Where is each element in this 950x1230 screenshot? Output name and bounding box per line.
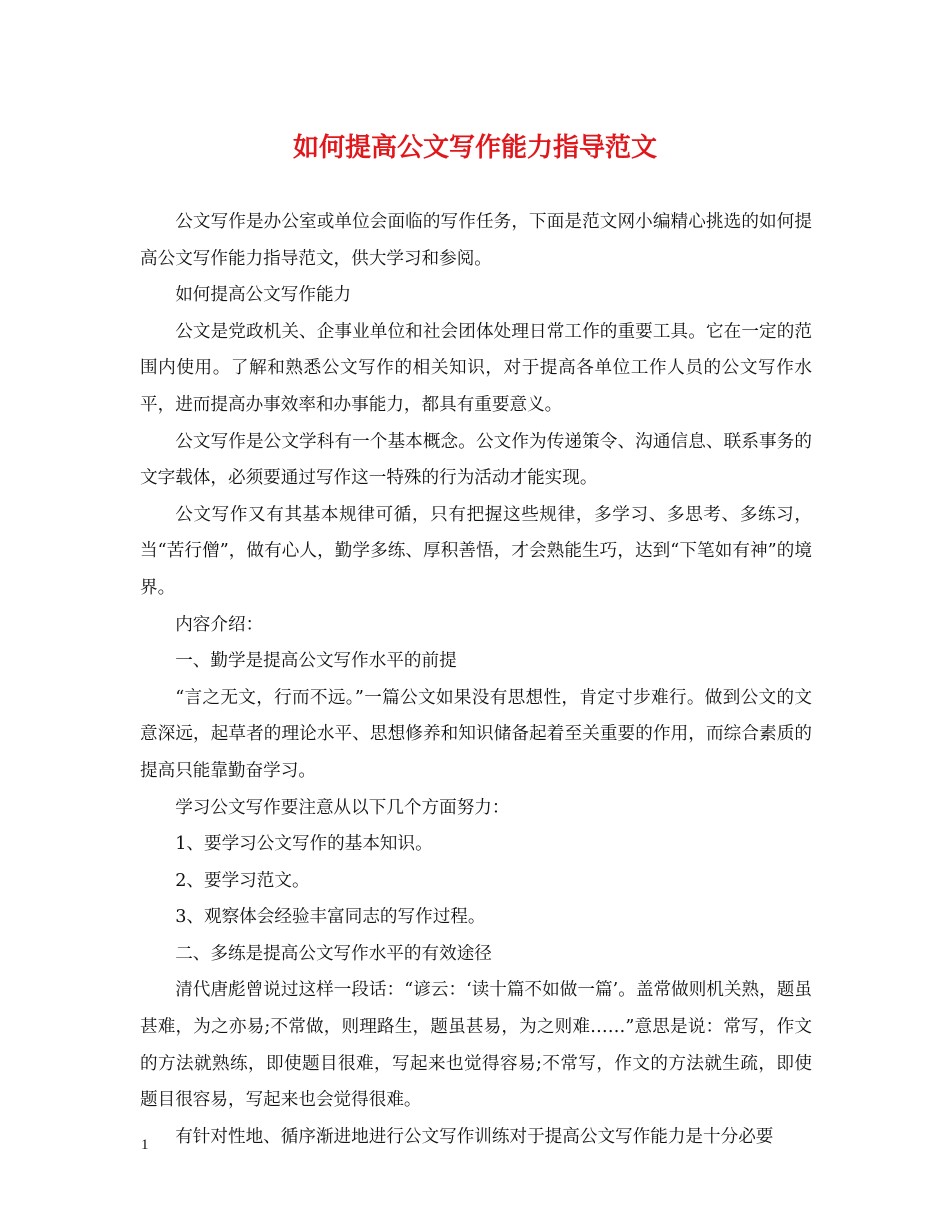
paragraph: 公文写作是公文学科有一个基本概念。公文作为传递策令、沟通信息、联系事务的文字载体，必须要通过写作这一特殊的行为活动才能实现。 xyxy=(140,431,812,489)
paragraph: 公文写作是办公室或单位会面临的写作任务，下面是范文网小编精心挑选的如何提高公文写作能力指导范文，供大学习和参阅。 xyxy=(140,212,812,269)
paragraph: 公文是党政机关、企事业单位和社会团体处理日常工作的重要工具。它在一定的范围内使用。了解和熟悉公文写作的相关知识，对于提高各单位工作人员的公文写作水平，进而提高办事效率和办事能力，都具有重要意义。 xyxy=(140,321,812,415)
list-item: 2、要学习范文。 xyxy=(175,870,310,891)
page-number: 1 xyxy=(141,1137,149,1153)
document-title: 如何提高公文写作能力指导范文 xyxy=(292,133,657,163)
list-item: 3、观察体会经验丰富同志的写作过程。 xyxy=(175,907,486,928)
paragraph: 有针对性地、循序渐进地进行公文写作训练对于提高公文写作能力是十分必要 xyxy=(175,1126,774,1147)
paragraph: 清代唐彪曾说过这样一段话：“谚云：‘读十篇不如做一篇’。盖常做则机关熟，题虽甚难，为之亦易;不常做，则理路生，题虽甚易，为之则难……”意思是说：常写，作文的方法就熟练，即使题目很难，写起来也觉得容易;不常写，作文的方法就生疏，即使题目很容易，写起来也会觉得很难。 xyxy=(140,980,812,1111)
paragraph: 公文写作又有其基本规律可循，只有把握这些规律，多学习、多思考、多练习，当“苦行僧”，做有心人，勤学多练、厚积善悟，才会熟能生巧，达到“下笔如有神”的境界。 xyxy=(140,504,812,598)
paragraph: 学习公文写作要注意从以下几个方面努力： xyxy=(175,797,510,818)
document-body xyxy=(140,204,812,1155)
section-heading: 一、勤学是提高公文写作水平的前提 xyxy=(175,651,457,672)
paragraph: 如何提高公文写作能力 xyxy=(175,285,352,306)
list-item: 1、要学习公文写作的基本知识。 xyxy=(175,834,433,855)
paragraph: “言之无文，行而不远。”一篇公文如果没有思想性，肯定寸步难行。做到公文的文意深远，起草者的理论水平、思想修养和知识储备起着至关重要的作用，而综合素质的提高只能靠勤奋学习。 xyxy=(140,687,812,781)
paragraph: 内容介绍： xyxy=(175,614,264,635)
section-heading: 二、多练是提高公文写作水平的有效途径 xyxy=(175,943,492,964)
